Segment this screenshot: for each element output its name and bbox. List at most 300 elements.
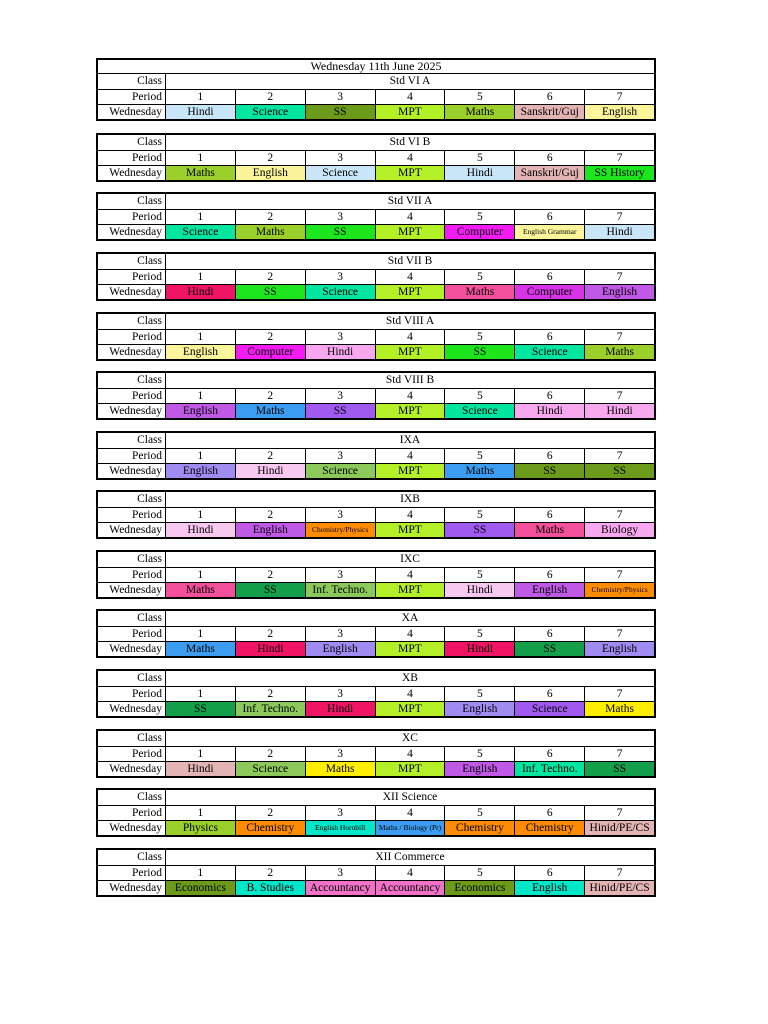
period-number: 3 xyxy=(306,687,376,701)
period-number: 1 xyxy=(166,330,236,344)
period-number: 7 xyxy=(616,450,623,462)
subject-cell: English xyxy=(585,285,654,299)
day-label: Wednesday xyxy=(98,762,166,776)
subject-cell: Science xyxy=(306,166,376,180)
period-number: 3 xyxy=(306,90,376,104)
subject-row xyxy=(98,761,654,776)
subject-row xyxy=(98,104,654,119)
class-row xyxy=(98,552,654,567)
class-block xyxy=(96,729,656,778)
subject-row xyxy=(98,641,654,656)
subject-cell: SS xyxy=(515,464,585,478)
class-row xyxy=(98,611,654,626)
period-number: 3 xyxy=(306,151,376,165)
subject-cell: Hindi xyxy=(166,762,236,776)
subject-row xyxy=(98,880,654,895)
class-block xyxy=(96,431,656,480)
period-row xyxy=(98,626,654,641)
subject-cell: English xyxy=(585,105,654,119)
period-label: Period xyxy=(98,389,166,403)
class-name: IXB xyxy=(400,493,420,505)
period-number: 1 xyxy=(166,508,236,522)
period-row xyxy=(98,89,654,104)
subject-cell: Computer xyxy=(236,345,306,359)
period-number: 7 xyxy=(616,807,623,819)
period-number: 4 xyxy=(376,330,446,344)
period-number: 6 xyxy=(515,389,585,403)
subject-row xyxy=(98,701,654,716)
subject-cell: Hindi xyxy=(236,464,306,478)
subject-cell: Chemistry xyxy=(445,821,515,835)
subject-cell: Hinid/PE/CS xyxy=(585,881,654,895)
period-row xyxy=(98,686,654,701)
period-number: 2 xyxy=(236,747,306,761)
subject-cell: Science xyxy=(445,404,515,418)
period-number: 1 xyxy=(166,747,236,761)
period-row xyxy=(98,329,654,344)
period-number: 3 xyxy=(306,270,376,284)
class-name: XC xyxy=(402,732,418,744)
period-number: 2 xyxy=(236,389,306,403)
subject-cell: SS xyxy=(445,523,515,537)
class-row xyxy=(98,314,654,329)
period-number: 2 xyxy=(236,210,306,224)
period-number: 2 xyxy=(236,627,306,641)
period-row xyxy=(98,448,654,463)
period-number: 3 xyxy=(306,806,376,820)
class-label: Class xyxy=(98,433,166,448)
period-label: Period xyxy=(98,627,166,641)
period-label: Period xyxy=(98,747,166,761)
class-name: XA xyxy=(401,612,419,624)
period-number: 5 xyxy=(445,389,515,403)
subject-row xyxy=(98,284,654,299)
day-label: Wednesday xyxy=(98,583,166,597)
period-number: 7 xyxy=(616,628,623,640)
period-number: 4 xyxy=(376,627,446,641)
day-label: Wednesday xyxy=(98,285,166,299)
subject-cell: Maths xyxy=(166,642,236,656)
subject-cell: Maths xyxy=(445,285,515,299)
period-number: 6 xyxy=(515,747,585,761)
subject-cell: Hindi xyxy=(445,166,515,180)
class-row xyxy=(98,850,654,865)
subject-cell: Inf. Techno. xyxy=(306,583,376,597)
subject-cell: Hindi xyxy=(515,404,585,418)
subject-cell: Computer xyxy=(515,285,585,299)
day-label: Wednesday xyxy=(98,105,166,119)
subject-cell: Hindi xyxy=(585,404,654,418)
subject-cell: Accountancy xyxy=(306,881,376,895)
day-label: Wednesday xyxy=(98,523,166,537)
subject-cell: Hindi xyxy=(445,642,515,656)
period-number: 7 xyxy=(616,509,623,521)
subject-cell: Science xyxy=(306,285,376,299)
class-label: Class xyxy=(98,254,166,269)
subject-cell: Science xyxy=(515,345,585,359)
period-number: 1 xyxy=(166,627,236,641)
period-number: 5 xyxy=(445,449,515,463)
period-number: 5 xyxy=(445,210,515,224)
subject-cell: Sanskrit/Guj xyxy=(515,105,585,119)
subject-cell: Chemistry xyxy=(236,821,306,835)
period-number: 4 xyxy=(376,508,446,522)
class-label: Class xyxy=(98,135,166,150)
class-block xyxy=(96,788,656,837)
subject-cell: Hindi xyxy=(306,345,376,359)
period-number: 4 xyxy=(376,687,446,701)
period-number: 1 xyxy=(166,151,236,165)
period-number: 5 xyxy=(445,747,515,761)
subject-cell: SS xyxy=(585,464,654,478)
period-row xyxy=(98,805,654,820)
subject-cell: Hinid/PE/CS xyxy=(585,821,654,835)
period-number: 4 xyxy=(376,806,446,820)
subject-cell: SS xyxy=(166,702,236,716)
subject-cell: MPT xyxy=(376,583,446,597)
subject-cell: Maths xyxy=(585,702,654,716)
subject-cell: Maths xyxy=(445,464,515,478)
subject-cell: English xyxy=(515,583,585,597)
day-label: Wednesday xyxy=(98,881,166,895)
period-row xyxy=(98,865,654,880)
period-row xyxy=(98,507,654,522)
subject-cell: English xyxy=(236,523,306,537)
subject-cell: Hindi xyxy=(166,523,236,537)
subject-cell: Sanskrit/Guj xyxy=(515,166,585,180)
class-block xyxy=(96,490,656,539)
class-name: Std VII B xyxy=(387,255,433,267)
period-number: 6 xyxy=(515,151,585,165)
class-name: Std VIII B xyxy=(385,374,435,386)
subject-cell: Science xyxy=(515,702,585,716)
subject-cell: SS xyxy=(585,762,654,776)
class-row xyxy=(98,790,654,805)
subject-cell: Hindi xyxy=(166,105,236,119)
class-row xyxy=(98,74,654,89)
period-number: 2 xyxy=(236,508,306,522)
class-label: Class xyxy=(98,74,166,89)
period-number: 2 xyxy=(236,449,306,463)
class-label: Class xyxy=(98,731,166,746)
period-number: 6 xyxy=(515,806,585,820)
subject-cell: Chemistry xyxy=(515,821,585,835)
subject-cell: Biology xyxy=(585,523,654,537)
day-label: Wednesday xyxy=(98,821,166,835)
class-label: Class xyxy=(98,552,166,567)
subject-cell: SS xyxy=(236,583,306,597)
class-block xyxy=(96,133,656,182)
period-number: 3 xyxy=(306,747,376,761)
subject-cell: Maths xyxy=(585,345,654,359)
class-block xyxy=(96,848,656,897)
subject-cell: Maths xyxy=(236,404,306,418)
class-block xyxy=(96,550,656,599)
class-row xyxy=(98,373,654,388)
period-number: 7 xyxy=(616,390,623,402)
period-number: 7 xyxy=(616,91,623,103)
class-name: Std VIII A xyxy=(385,315,435,327)
class-name: XB xyxy=(402,672,418,684)
period-number: 4 xyxy=(376,270,446,284)
period-number: 5 xyxy=(445,568,515,582)
page-title: Wednesday 11th June 2025 xyxy=(96,58,656,74)
subject-cell: MPT xyxy=(376,345,446,359)
subject-cell: MPT xyxy=(376,464,446,478)
period-number: 4 xyxy=(376,389,446,403)
subject-cell: Hindi xyxy=(236,642,306,656)
subject-cell: Chemistry/Physics xyxy=(306,523,376,537)
period-number: 2 xyxy=(236,806,306,820)
day-label: Wednesday xyxy=(98,702,166,716)
period-number: 4 xyxy=(376,151,446,165)
period-row xyxy=(98,269,654,284)
period-label: Period xyxy=(98,90,166,104)
class-name: XII Science xyxy=(382,791,438,803)
day-label: Wednesday xyxy=(98,404,166,418)
subject-cell: Science xyxy=(306,464,376,478)
class-label: Class xyxy=(98,850,166,865)
subject-cell: MPT xyxy=(376,642,446,656)
subject-cell: English xyxy=(515,881,585,895)
class-label: Class xyxy=(98,373,166,388)
period-number: 6 xyxy=(515,449,585,463)
period-label: Period xyxy=(98,508,166,522)
subject-cell: Computer xyxy=(445,225,515,239)
subject-cell: Physics xyxy=(166,821,236,835)
subject-row xyxy=(98,403,654,418)
period-number: 3 xyxy=(306,210,376,224)
period-number: 4 xyxy=(376,568,446,582)
subject-cell: English Grammar xyxy=(515,225,585,239)
period-label: Period xyxy=(98,568,166,582)
period-number: 1 xyxy=(166,210,236,224)
period-number: 5 xyxy=(445,806,515,820)
subject-cell: Hindi xyxy=(585,225,654,239)
subject-cell: MPT xyxy=(376,523,446,537)
subject-row xyxy=(98,224,654,239)
subject-cell: SS xyxy=(515,642,585,656)
subject-cell: Hindi xyxy=(306,702,376,716)
class-row xyxy=(98,254,654,269)
subject-cell: MPT xyxy=(376,404,446,418)
period-number: 6 xyxy=(515,270,585,284)
subject-cell: English Hornbill xyxy=(306,821,376,835)
period-number: 7 xyxy=(616,211,623,223)
subject-cell: MPT xyxy=(376,285,446,299)
period-number: 7 xyxy=(616,688,623,700)
subject-cell: English xyxy=(236,166,306,180)
period-number: 7 xyxy=(616,271,623,283)
day-label: Wednesday xyxy=(98,345,166,359)
subject-cell: Maths xyxy=(166,166,236,180)
period-number: 7 xyxy=(616,331,623,343)
subject-cell: Science xyxy=(166,225,236,239)
class-row xyxy=(98,731,654,746)
class-row xyxy=(98,433,654,448)
day-label: Wednesday xyxy=(98,225,166,239)
period-row xyxy=(98,150,654,165)
subject-cell: SS History xyxy=(585,166,654,180)
subject-cell: Maths xyxy=(306,762,376,776)
subject-cell: MPT xyxy=(376,762,446,776)
period-number: 2 xyxy=(236,568,306,582)
subject-cell: Maths xyxy=(445,105,515,119)
period-number: 1 xyxy=(166,568,236,582)
subject-cell: English xyxy=(166,464,236,478)
subject-cell: Economics xyxy=(445,881,515,895)
class-label: Class xyxy=(98,611,166,626)
period-number: 6 xyxy=(515,210,585,224)
subject-cell: B. Studies xyxy=(236,881,306,895)
subject-cell: Hindi xyxy=(166,285,236,299)
period-label: Period xyxy=(98,687,166,701)
period-number: 5 xyxy=(445,151,515,165)
period-number: 7 xyxy=(616,748,623,760)
period-row xyxy=(98,567,654,582)
subject-cell: English xyxy=(445,702,515,716)
period-number: 1 xyxy=(166,389,236,403)
subject-cell: Economics xyxy=(166,881,236,895)
class-name: Std VI A xyxy=(389,75,431,87)
period-label: Period xyxy=(98,270,166,284)
subject-row xyxy=(98,165,654,180)
period-number: 3 xyxy=(306,389,376,403)
class-block xyxy=(96,73,656,121)
day-label: Wednesday xyxy=(98,166,166,180)
period-number: 3 xyxy=(306,508,376,522)
period-number: 3 xyxy=(306,330,376,344)
period-number: 5 xyxy=(445,270,515,284)
subject-cell: Maths / Biology (Pr) xyxy=(376,821,446,835)
period-number: 7 xyxy=(616,569,623,581)
subject-cell: MPT xyxy=(376,225,446,239)
period-number: 5 xyxy=(445,627,515,641)
class-label: Class xyxy=(98,790,166,805)
subject-cell: Inf. Techno. xyxy=(236,702,306,716)
subject-cell: MPT xyxy=(376,105,446,119)
period-number: 6 xyxy=(515,90,585,104)
period-number: 5 xyxy=(445,687,515,701)
subject-cell: Chemistry/Physics xyxy=(585,583,654,597)
class-block xyxy=(96,371,656,420)
period-number: 6 xyxy=(515,866,585,880)
subject-cell: English xyxy=(166,345,236,359)
period-number: 1 xyxy=(166,866,236,880)
period-number: 4 xyxy=(376,90,446,104)
period-number: 4 xyxy=(376,449,446,463)
period-number: 4 xyxy=(376,747,446,761)
subject-cell: Accountancy xyxy=(376,881,446,895)
period-number: 2 xyxy=(236,866,306,880)
period-label: Period xyxy=(98,449,166,463)
period-number: 1 xyxy=(166,90,236,104)
period-number: 7 xyxy=(616,867,623,879)
class-row xyxy=(98,492,654,507)
period-number: 5 xyxy=(445,330,515,344)
period-number: 2 xyxy=(236,151,306,165)
subject-cell: SS xyxy=(306,225,376,239)
subject-cell: English xyxy=(585,642,654,656)
class-row xyxy=(98,671,654,686)
subject-cell: SS xyxy=(306,404,376,418)
subject-cell: Maths xyxy=(166,583,236,597)
period-number: 1 xyxy=(166,806,236,820)
class-name: XII Commerce xyxy=(375,851,445,863)
day-label: Wednesday xyxy=(98,464,166,478)
subject-row xyxy=(98,522,654,537)
period-number: 6 xyxy=(515,508,585,522)
subject-cell: English xyxy=(306,642,376,656)
period-label: Period xyxy=(98,806,166,820)
class-label: Class xyxy=(98,194,166,209)
period-label: Period xyxy=(98,866,166,880)
period-number: 3 xyxy=(306,627,376,641)
class-label: Class xyxy=(98,492,166,507)
period-number: 2 xyxy=(236,90,306,104)
subject-cell: English xyxy=(445,762,515,776)
period-label: Period xyxy=(98,210,166,224)
period-number: 4 xyxy=(376,210,446,224)
class-name: IXC xyxy=(400,553,420,565)
subject-cell: English xyxy=(166,404,236,418)
period-number: 1 xyxy=(166,687,236,701)
class-label: Class xyxy=(98,671,166,686)
period-number: 6 xyxy=(515,568,585,582)
subject-cell: Inf. Techno. xyxy=(515,762,585,776)
period-number: 6 xyxy=(515,330,585,344)
period-number: 2 xyxy=(236,687,306,701)
class-name: IXA xyxy=(399,434,421,446)
day-label: Wednesday xyxy=(98,642,166,656)
subject-cell: Science xyxy=(236,762,306,776)
subject-row xyxy=(98,820,654,835)
period-number: 3 xyxy=(306,449,376,463)
subject-cell: MPT xyxy=(376,702,446,716)
subject-cell: SS xyxy=(306,105,376,119)
period-number: 5 xyxy=(445,90,515,104)
subject-cell: SS xyxy=(236,285,306,299)
subject-cell: Maths xyxy=(515,523,585,537)
subject-cell: Hindi xyxy=(445,583,515,597)
period-row xyxy=(98,746,654,761)
subject-cell: Maths xyxy=(236,225,306,239)
class-name: Std VII A xyxy=(387,195,433,207)
class-row xyxy=(98,135,654,150)
class-label: Class xyxy=(98,314,166,329)
subject-row xyxy=(98,582,654,597)
period-number: 5 xyxy=(445,508,515,522)
period-number: 3 xyxy=(306,866,376,880)
period-number: 6 xyxy=(515,627,585,641)
period-number: 6 xyxy=(515,687,585,701)
subject-cell: Science xyxy=(236,105,306,119)
class-block xyxy=(96,609,656,658)
period-number: 7 xyxy=(616,152,623,164)
class-block xyxy=(96,312,656,361)
class-name: Std VI B xyxy=(389,136,431,148)
class-row xyxy=(98,194,654,209)
period-row xyxy=(98,388,654,403)
period-number: 3 xyxy=(306,568,376,582)
subject-row xyxy=(98,463,654,478)
class-block xyxy=(96,669,656,718)
subject-cell: MPT xyxy=(376,166,446,180)
period-row xyxy=(98,209,654,224)
subject-row xyxy=(98,344,654,359)
period-number: 4 xyxy=(376,866,446,880)
period-number: 1 xyxy=(166,270,236,284)
